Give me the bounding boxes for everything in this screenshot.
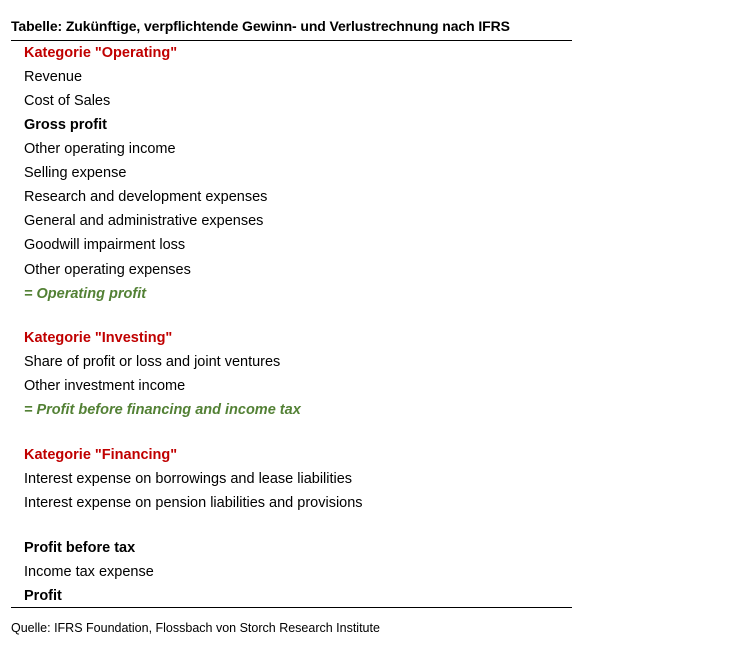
top-rule: [11, 40, 572, 41]
row-other-investment-income: Other investment income: [24, 378, 186, 394]
subtotal-operating-profit: = Operating profit: [24, 286, 147, 302]
category-financing: Kategorie "Financing": [24, 447, 178, 463]
row-goodwill-impairment: Goodwill impairment loss: [24, 237, 186, 253]
category-investing: Kategorie "Investing": [24, 330, 173, 346]
row-general-administrative: General and administrative expenses: [24, 213, 264, 229]
row-other-operating-expenses: Other operating expenses: [24, 262, 191, 278]
row-revenue: Revenue: [24, 69, 83, 85]
row-cost-of-sales: Cost of Sales: [24, 93, 111, 109]
category-operating: Kategorie "Operating": [24, 45, 178, 61]
row-profit: Profit: [24, 588, 62, 604]
row-research-development: Research and development expenses: [24, 189, 268, 205]
row-profit-before-tax: Profit before tax: [24, 540, 136, 556]
table-title: Tabelle: Zukünftige, verpflichtende Gewinn- und Verlustrechnung nach IFRS: [11, 18, 510, 34]
source-note: Quelle: IFRS Foundation, Flossbach von Storch Research Institute: [11, 621, 380, 635]
row-other-operating-income: Other operating income: [24, 141, 176, 157]
row-share-of-profit: Share of profit or loss and joint ventures: [24, 354, 281, 370]
row-interest-borrowings: Interest expense on borrowings and lease liabilities: [24, 471, 353, 487]
row-interest-pension: Interest expense on pension liabilities and provisions: [24, 495, 363, 511]
subtotal-profit-before-financing: = Profit before financing and income tax: [24, 402, 301, 418]
row-gross-profit: Gross profit: [24, 117, 107, 133]
row-income-tax-expense: Income tax expense: [24, 564, 154, 580]
row-selling-expense: Selling expense: [24, 165, 127, 181]
bottom-rule: [11, 607, 572, 608]
